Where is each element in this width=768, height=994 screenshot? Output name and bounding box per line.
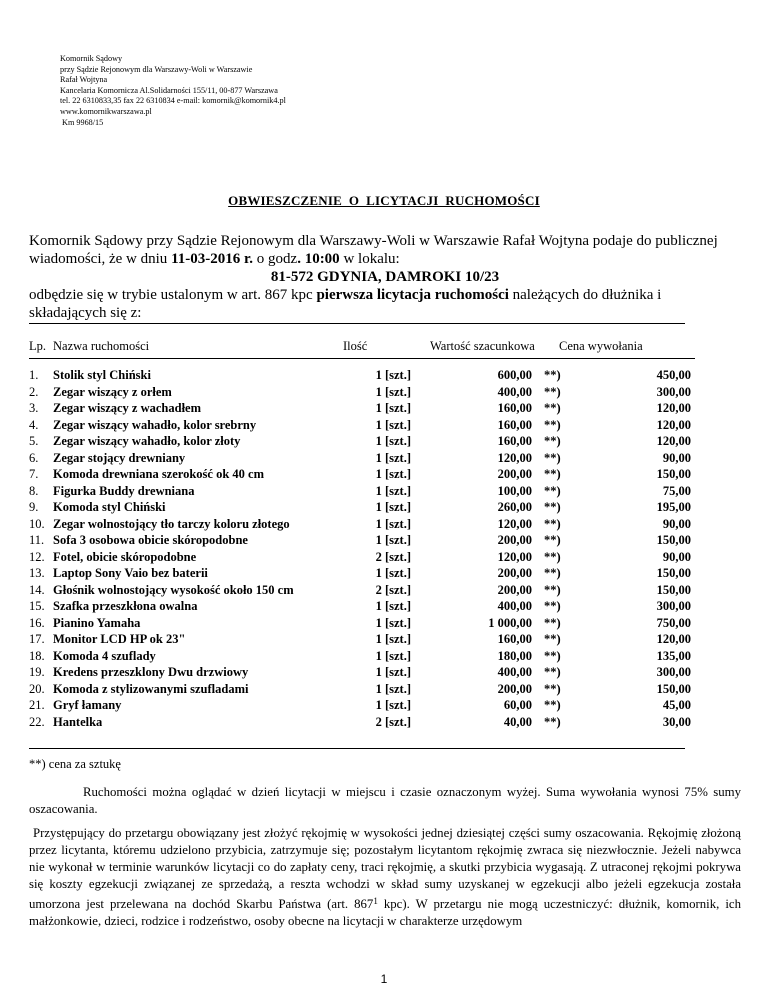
row-qty: 1 [szt.] <box>375 368 411 382</box>
row-mark: **) <box>544 549 561 564</box>
row-lp: 12. <box>29 549 45 564</box>
row-lp: 19. <box>29 665 45 679</box>
table-row <box>29 665 719 682</box>
row-mark: **) <box>544 384 561 399</box>
table-row <box>29 566 719 583</box>
row-lp: 22. <box>29 714 45 729</box>
row-mark: **) <box>544 483 561 498</box>
row-mark: **) <box>544 648 561 663</box>
header-lp: Lp. <box>29 339 47 353</box>
row-qty: 2 [szt.] <box>375 582 411 597</box>
intro-paragraph <box>29 232 741 322</box>
row-lp: 13. <box>29 566 45 580</box>
row-value: 1 000,00 <box>488 615 532 630</box>
row-qty: 1 [szt.] <box>375 401 411 415</box>
row-lp: 7. <box>29 467 39 481</box>
row-lp: 6. <box>29 450 39 465</box>
table-row <box>29 451 719 468</box>
superscript: 1 <box>373 896 378 906</box>
row-qty: 1 [szt.] <box>375 566 411 580</box>
row-call: 90,00 <box>662 549 691 564</box>
row-call: 450,00 <box>656 368 691 382</box>
row-qty: 1 [szt.] <box>375 450 411 465</box>
row-call: 750,00 <box>656 615 691 630</box>
row-call: 120,00 <box>656 632 691 646</box>
table-row <box>29 533 719 550</box>
row-lp: 14. <box>29 582 45 597</box>
table-row <box>29 632 719 649</box>
row-name: Kredens przeszklony Dwu drzwiowy <box>53 665 249 679</box>
table-row <box>29 698 719 715</box>
row-mark: **) <box>544 533 561 547</box>
intro-text: o godz <box>253 251 298 267</box>
row-lp: 21. <box>29 698 45 712</box>
row-name: Gryf łamany <box>53 698 122 712</box>
letterhead-line: tel. 22 6310833,35 fax 22 6310834 e-mail: komornik@komornik4.pl <box>60 96 286 106</box>
table-row <box>29 715 719 732</box>
row-lp: 11. <box>29 533 45 547</box>
letterhead-line: www.komornikwarszawa.pl <box>60 106 152 116</box>
divider <box>29 323 685 324</box>
row-name: Komoda 4 szuflady <box>53 648 156 663</box>
row-qty: 1 [szt.] <box>375 698 411 712</box>
row-lp: 5. <box>29 434 39 448</box>
row-mark: **) <box>544 681 561 696</box>
row-name: Laptop Sony Vaio bez baterii <box>53 566 208 580</box>
row-value: 400,00 <box>497 384 532 399</box>
row-call: 120,00 <box>656 417 691 432</box>
row-value: 200,00 <box>497 582 532 597</box>
row-qty: 1 [szt.] <box>375 500 411 514</box>
row-name: Fotel, obicie skóropodobne <box>53 549 197 564</box>
row-call: 75,00 <box>662 483 691 498</box>
row-mark: **) <box>544 417 561 432</box>
row-call: 45,00 <box>662 698 691 712</box>
row-qty: 2 [szt.] <box>375 714 411 729</box>
table-row <box>29 467 719 484</box>
row-value: 40,00 <box>503 714 532 729</box>
row-name: Monitor LCD HP ok 23" <box>53 632 186 646</box>
row-lp: 17. <box>29 632 45 646</box>
row-mark: **) <box>544 450 561 465</box>
deposit-paragraph <box>29 825 741 930</box>
row-mark: **) <box>544 714 561 729</box>
row-mark: **) <box>544 500 561 514</box>
row-lp: 15. <box>29 599 45 613</box>
row-value: 180,00 <box>497 648 532 663</box>
case-number: Km 9968/15 <box>60 117 104 127</box>
row-mark: **) <box>544 467 561 481</box>
letterhead-line: przy Sądzie Rejonowym dla Warszawy-Woli w Warszawie <box>60 64 253 74</box>
table-row <box>29 434 719 451</box>
row-call: 150,00 <box>656 582 691 597</box>
row-name: Komoda styl Chiński <box>53 500 166 514</box>
row-value: 200,00 <box>497 566 532 580</box>
row-mark: **) <box>544 665 561 679</box>
table-row <box>29 418 719 435</box>
auction-type: pierwsza licytacja ruchomości <box>316 287 509 303</box>
table-row <box>29 682 719 699</box>
row-name: Zegar wolnostojący tło tarczy koloru złotego <box>53 516 290 531</box>
row-mark: **) <box>544 401 561 415</box>
page-number: 1 <box>380 972 388 986</box>
row-call: 195,00 <box>656 500 691 514</box>
intro-text: odbędzie się w trybie ustalonym w art. 867 kpc <box>29 287 317 303</box>
row-lp: 16. <box>29 615 45 630</box>
viewing-paragraph: Ruchomości można oglądać w dzień licytacji w miejscu i czasie oznaczonym wyżej. Suma wywołania wynosi 75% sumy oszacowania. <box>29 785 741 816</box>
table-header <box>29 339 719 355</box>
row-value: 120,00 <box>497 516 532 531</box>
row-lp: 1. <box>29 368 39 382</box>
row-qty: 1 [szt.] <box>375 632 411 646</box>
row-value: 160,00 <box>497 632 532 646</box>
row-mark: **) <box>544 582 561 597</box>
row-lp: 20. <box>29 681 45 696</box>
row-name: Zegar wiszący wahadło, kolor złoty <box>53 434 241 448</box>
row-qty: 1 [szt.] <box>375 665 411 679</box>
table-row <box>29 517 719 534</box>
row-mark: **) <box>544 698 561 712</box>
row-value: 120,00 <box>497 549 532 564</box>
row-call: 300,00 <box>656 599 691 613</box>
row-lp: 9. <box>29 500 39 514</box>
row-lp: 4. <box>29 417 39 432</box>
table-row <box>29 649 719 666</box>
auction-time: . 10:00 <box>297 251 340 267</box>
row-qty: 1 [szt.] <box>375 681 411 696</box>
row-value: 600,00 <box>497 368 532 382</box>
row-qty: 1 [szt.] <box>375 516 411 531</box>
row-name: Pianino Yamaha <box>53 615 141 630</box>
row-value: 160,00 <box>497 417 532 432</box>
table-row <box>29 484 719 501</box>
row-mark: **) <box>544 599 561 613</box>
deposit-text: Przystępujący do przetargu obowiązany jest złożyć rękojmię w wysokości jednej dziesiątej części sumy oszacowania. Rękojmię złożoną przez licytanta, któremu udzielono przybicia, zatrzymuje się; pozostałym licytantom rękojmię zwraca się niezwłocznie. Jeżeli nabywca nie wykonał w terminie warunków licytacji co do zapłaty ceny, traci rękojmię, a skutki przybicia wygasają. Z utraconej rękojmi pokrywa się koszty egzekucji związanej ze sprzedażą, a reszta wchodzi w skład sumy uzyskanej w egzekucji albo jeżeli egzekucja została umorzona jest przelewana na dochód Skarbu Państwa (art. 867 <box>29 826 741 911</box>
row-qty: 2 [szt.] <box>375 549 411 564</box>
header-name: Nazwa ruchomości <box>53 339 150 353</box>
row-name: Szafka przeszkłona owalna <box>53 599 198 613</box>
intro-text: Komornik Sądowy przy Sądzie Rejonowym dla Warszawy-Woli w Warszawie Rafał Wojtyna podaje do publicznej wiadomości, że w dniu <box>29 233 718 267</box>
row-qty: 1 [szt.] <box>375 615 411 630</box>
row-name: Sofa 3 osobowa obicie skóropodobne <box>53 533 248 547</box>
auction-address: 81-572 GDYNIA, DAMROKI 10/23 <box>270 269 500 285</box>
divider <box>29 748 685 749</box>
row-name: Zegar stojący drewniany <box>53 450 186 465</box>
row-qty: 1 [szt.] <box>375 483 411 498</box>
row-name: Zegar wiszący wahadło, kolor srebrny <box>53 417 257 432</box>
letterhead-line: Kancelaria Komornicza Al.Solidarności 155/11, 00-877 Warszawa <box>60 85 278 95</box>
row-lp: 2. <box>29 384 39 399</box>
table-row <box>29 583 719 600</box>
header-call: Cena wywołania <box>559 339 643 353</box>
row-lp: 8. <box>29 483 39 498</box>
letterhead-line: Rafał Wojtyna <box>60 75 108 85</box>
document-title: OBWIESZCZENIE O LICYTACJI RUCHOMOŚCI <box>228 193 540 208</box>
row-mark: **) <box>544 368 561 382</box>
row-value: 200,00 <box>497 467 532 481</box>
row-qty: 1 [szt.] <box>375 434 411 448</box>
table-row <box>29 550 719 567</box>
row-name: Komoda z stylizowanymi szufladami <box>53 681 249 696</box>
row-value: 260,00 <box>497 500 532 514</box>
row-call: 120,00 <box>656 434 691 448</box>
header-qty: Ilość <box>343 339 368 353</box>
auction-date: 11-03-2016 r. <box>171 251 254 267</box>
footnote: **) cena za sztukę <box>29 757 121 771</box>
table-row <box>29 599 719 616</box>
row-call: 135,00 <box>656 648 691 663</box>
row-value: 120,00 <box>497 450 532 465</box>
row-mark: **) <box>544 615 561 630</box>
row-name: Zegar wiszący z orłem <box>53 384 172 399</box>
deposit-text: kpc). W przetargu nie mogą uczestniczyć: dłużnik, komornik, ich małżonkowie, dzieci, rodzice i rodzeństwo, osoby obecne na licytacji w charakterze urzędowym <box>29 897 741 928</box>
row-qty: 1 [szt.] <box>375 599 411 613</box>
row-value: 160,00 <box>497 434 532 448</box>
row-value: 100,00 <box>497 483 532 498</box>
row-value: 200,00 <box>497 681 532 696</box>
row-call: 120,00 <box>656 401 691 415</box>
row-qty: 1 [szt.] <box>375 384 411 399</box>
row-call: 300,00 <box>656 665 691 679</box>
table-row <box>29 616 719 633</box>
row-name: Hantelka <box>53 714 103 729</box>
row-value: 60,00 <box>503 698 532 712</box>
row-call: 30,00 <box>662 714 691 729</box>
row-mark: **) <box>544 516 561 531</box>
row-lp: 10. <box>29 516 45 531</box>
row-value: 160,00 <box>497 401 532 415</box>
row-call: 150,00 <box>656 533 691 547</box>
row-call: 150,00 <box>656 566 691 580</box>
row-qty: 1 [szt.] <box>375 648 411 663</box>
letterhead <box>60 54 286 128</box>
row-qty: 1 [szt.] <box>375 467 411 481</box>
row-qty: 1 [szt.] <box>375 417 411 432</box>
letterhead-line: Komornik Sądowy <box>60 54 123 63</box>
row-lp: 3. <box>29 401 39 415</box>
table-row <box>29 385 719 402</box>
row-call: 150,00 <box>656 467 691 481</box>
row-mark: **) <box>544 632 561 646</box>
row-value: 200,00 <box>497 533 532 547</box>
row-call: 150,00 <box>656 681 691 696</box>
row-name: Stolik styl Chiński <box>53 368 151 382</box>
row-call: 90,00 <box>662 516 691 531</box>
row-name: Głośnik wolnostojący wysokość około 150 cm <box>53 582 294 597</box>
row-value: 400,00 <box>497 665 532 679</box>
row-mark: **) <box>544 434 561 448</box>
intro-text: należących do dłużnika i składających się z: <box>29 287 662 321</box>
divider <box>29 358 695 359</box>
row-call: 300,00 <box>656 384 691 399</box>
table-row <box>29 500 719 517</box>
intro-text: w lokalu: <box>339 251 400 267</box>
table-row <box>29 368 719 385</box>
header-value: Wartość szacunkowa <box>430 339 535 353</box>
table-row <box>29 401 719 418</box>
row-mark: **) <box>544 566 561 580</box>
row-value: 400,00 <box>497 599 532 613</box>
row-name: Figurka Buddy drewniana <box>53 483 195 498</box>
row-name: Zegar wiszący z wachadłem <box>53 401 202 415</box>
row-name: Komoda drewniana szerokość ok 40 cm <box>53 467 264 481</box>
row-qty: 1 [szt.] <box>375 533 411 547</box>
row-lp: 18. <box>29 648 45 663</box>
row-call: 90,00 <box>662 450 691 465</box>
items-table <box>29 368 719 731</box>
